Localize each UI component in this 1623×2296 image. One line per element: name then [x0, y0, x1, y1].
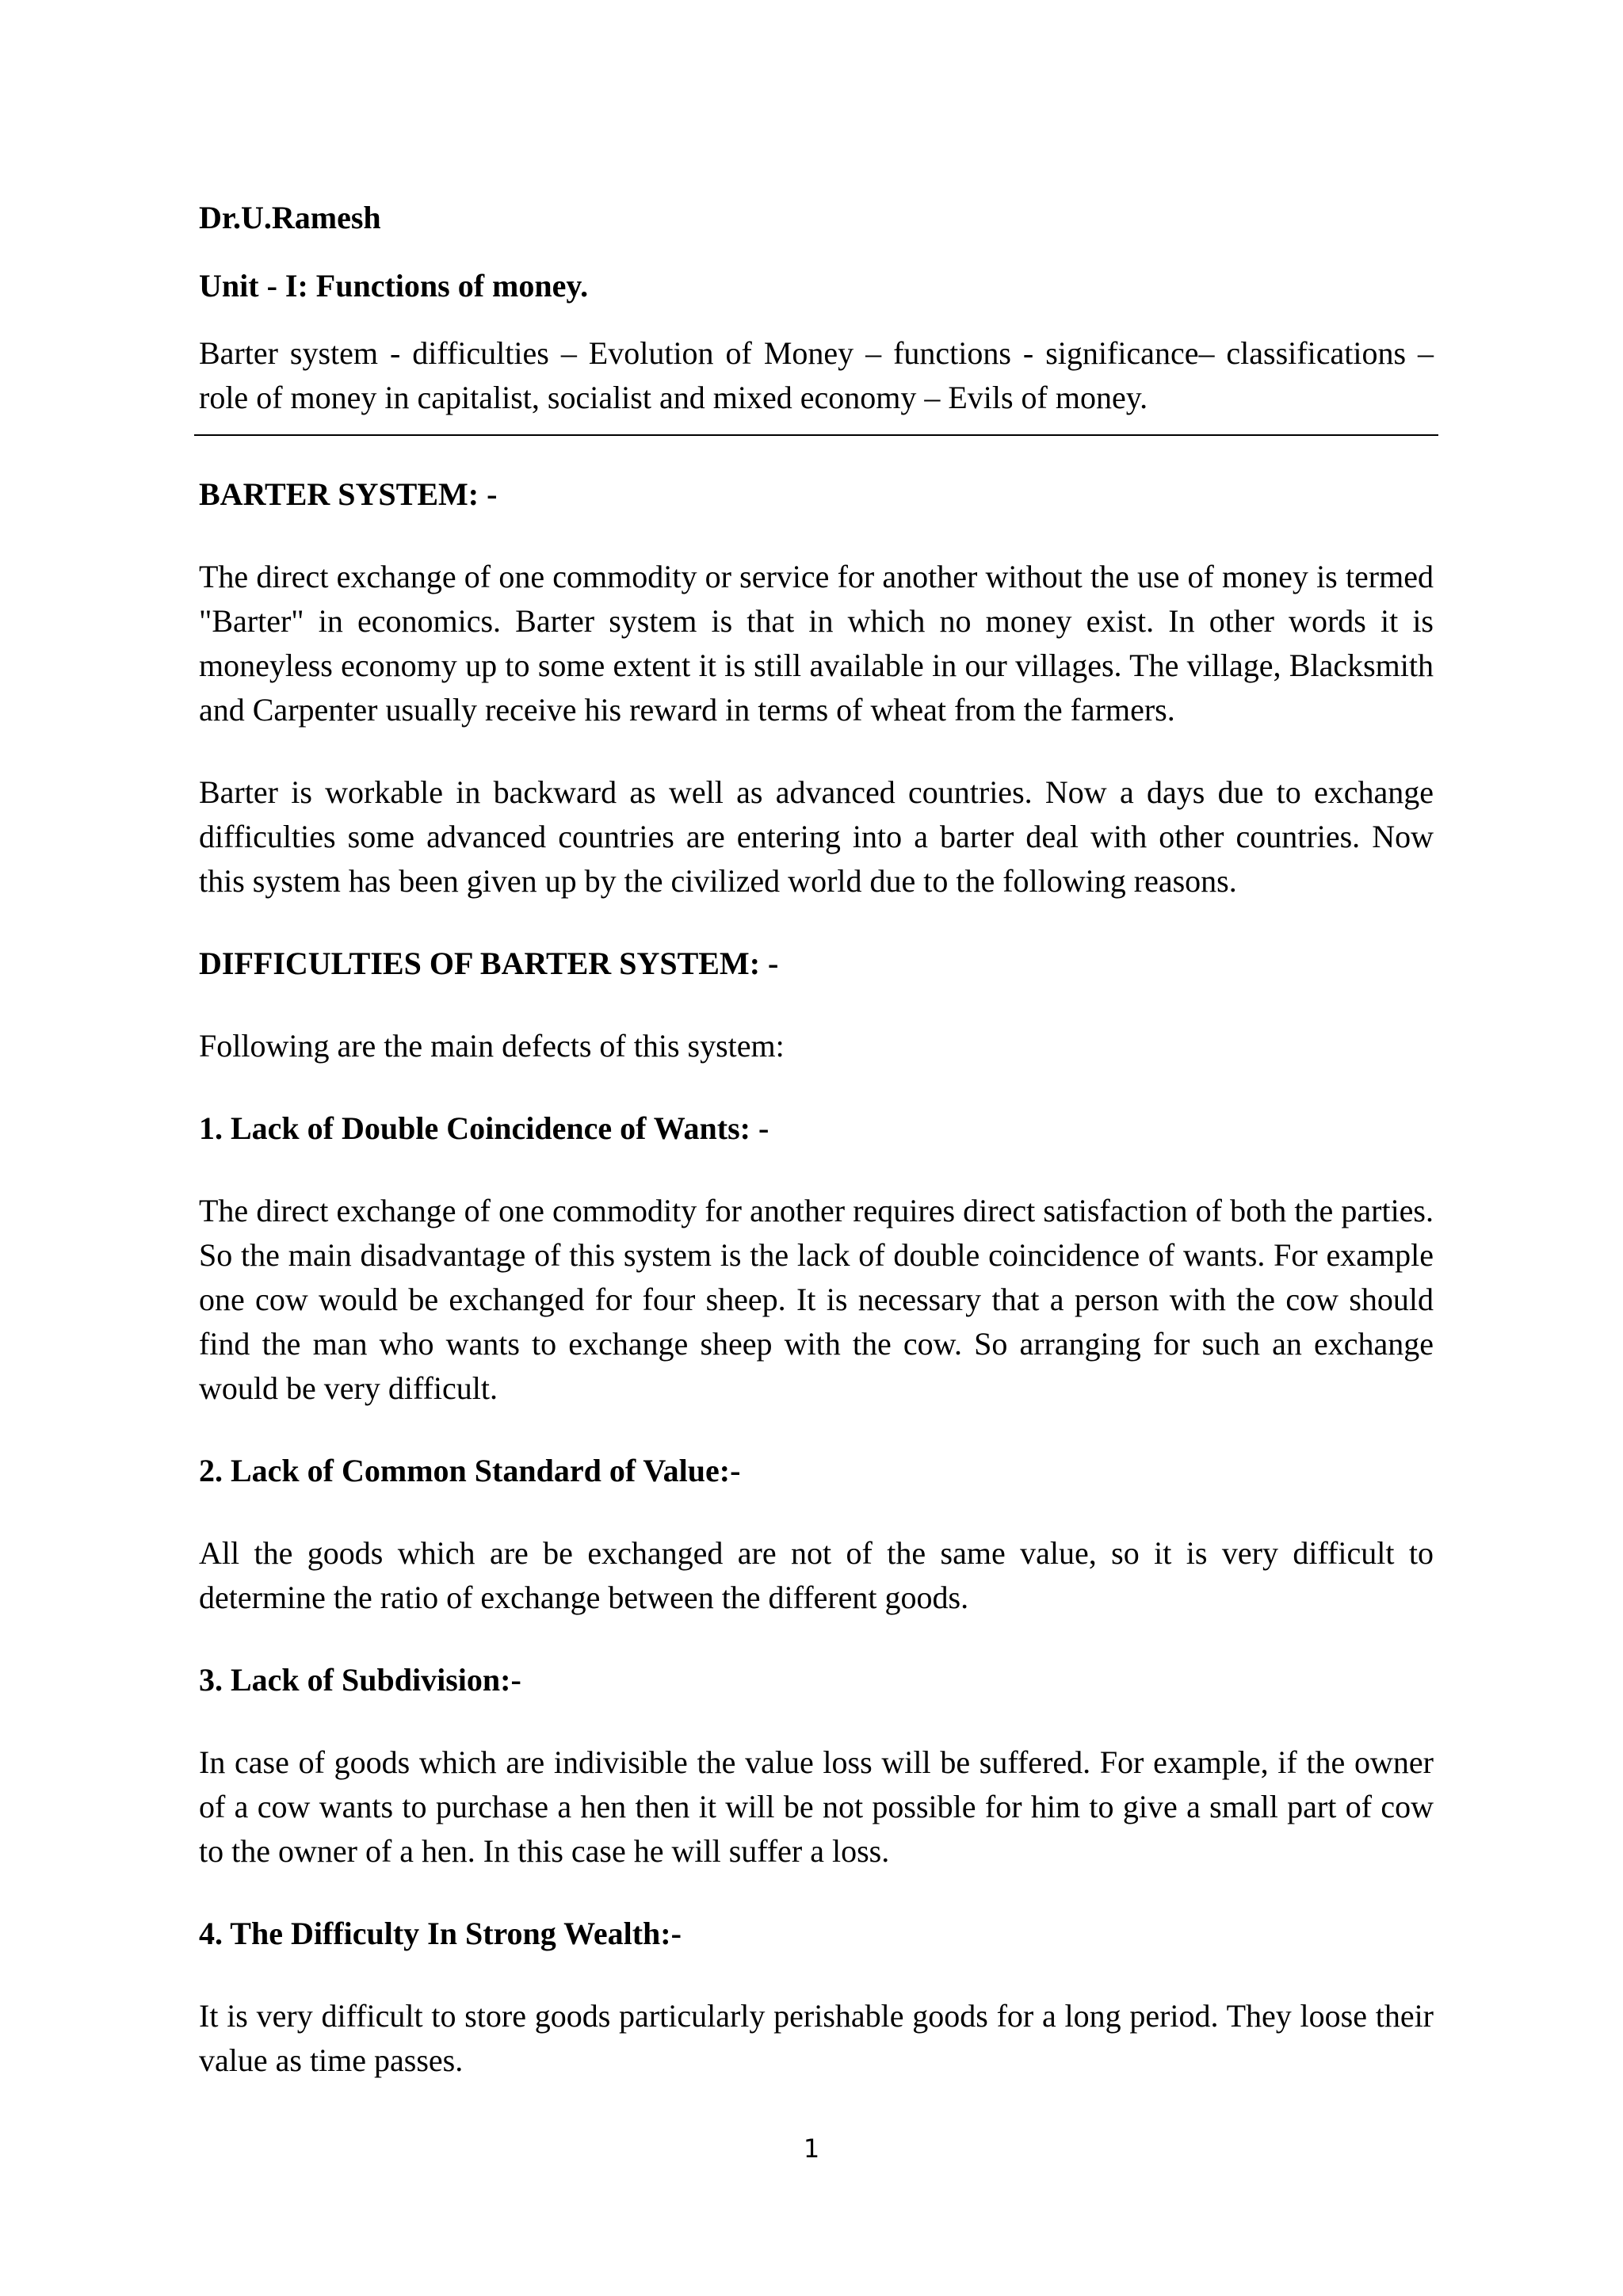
difficulty-text-3: In case of goods which are indivisible the value loss will be suffered. For example, if the owner of a cow wants to purchase a hen then it will be not possible for him to give a small part of cow to the owner of a hen. In this case he will suffer a loss. [199, 1744, 1434, 1869]
section-heading-difficulties: DIFFICULTIES OF BARTER SYSTEM: - [199, 946, 779, 981]
syllabus-summary: Barter system - difficulties – Evolution of Money – functions - significance– classifications – role of money in capitalist, socialist and mixed economy – Evils of money. [199, 335, 1434, 415]
difficulty-text-1: The direct exchange of one commodity for another requires direct satisfaction of both the parties. So the main disadvantage of this system is the lack of double coincidence of wants. For example one cow would be exchanged for four sheep. It is necessary that a person with the cow should find the man who wants to exchange sheep with the cow. So arranging for such an exchange would be very difficult. [199, 1193, 1434, 1406]
difficulty-title-4: 4. The Difficulty In Strong Wealth:- [199, 1916, 682, 1951]
difficulty-title-3: 3. Lack of Subdivision:- [199, 1662, 521, 1698]
difficulties-intro: Following are the main defects of this system: [199, 1028, 785, 1064]
document-page [199, 195, 1434, 2121]
difficulty-title-2: 2. Lack of Common Standard of Value:- [199, 1453, 741, 1488]
barter-paragraph-1: The direct exchange of one commodity or service for another without the use of money is termed "Barter" in economics. Barter system is that in which no money exist. In other words it is moneyless economy up to some extent it is still available in our villages. The village, Blacksmith and Carpenter usually receive his reward in terms of wheat from the farmers. [199, 559, 1434, 728]
difficulty-title-1: 1. Lack of Double Coincidence of Wants: - [199, 1110, 769, 1146]
difficulty-text-4: It is very difficult to store goods particularly perishable goods for a long period. They loose their value as time passes. [199, 1998, 1434, 2078]
unit-title: Unit - I: Functions of money. [199, 268, 589, 304]
header-divider [194, 434, 1438, 436]
difficulty-text-2: All the goods which are be exchanged are not of the same value, so it is very difficult to determine the ratio of exchange between the different goods. [199, 1535, 1434, 1615]
barter-paragraph-2: Barter is workable in backward as well as advanced countries. Now a days due to exchange difficulties some advanced countries are entering into a barter deal with other countries. Now this system has been given up by the civilized world due to the following reasons. [199, 774, 1434, 899]
section-heading-barter: BARTER SYSTEM: - [199, 476, 498, 512]
author-name: Dr.U.Ramesh [199, 200, 381, 235]
page-number: 1 [803, 2134, 820, 2164]
